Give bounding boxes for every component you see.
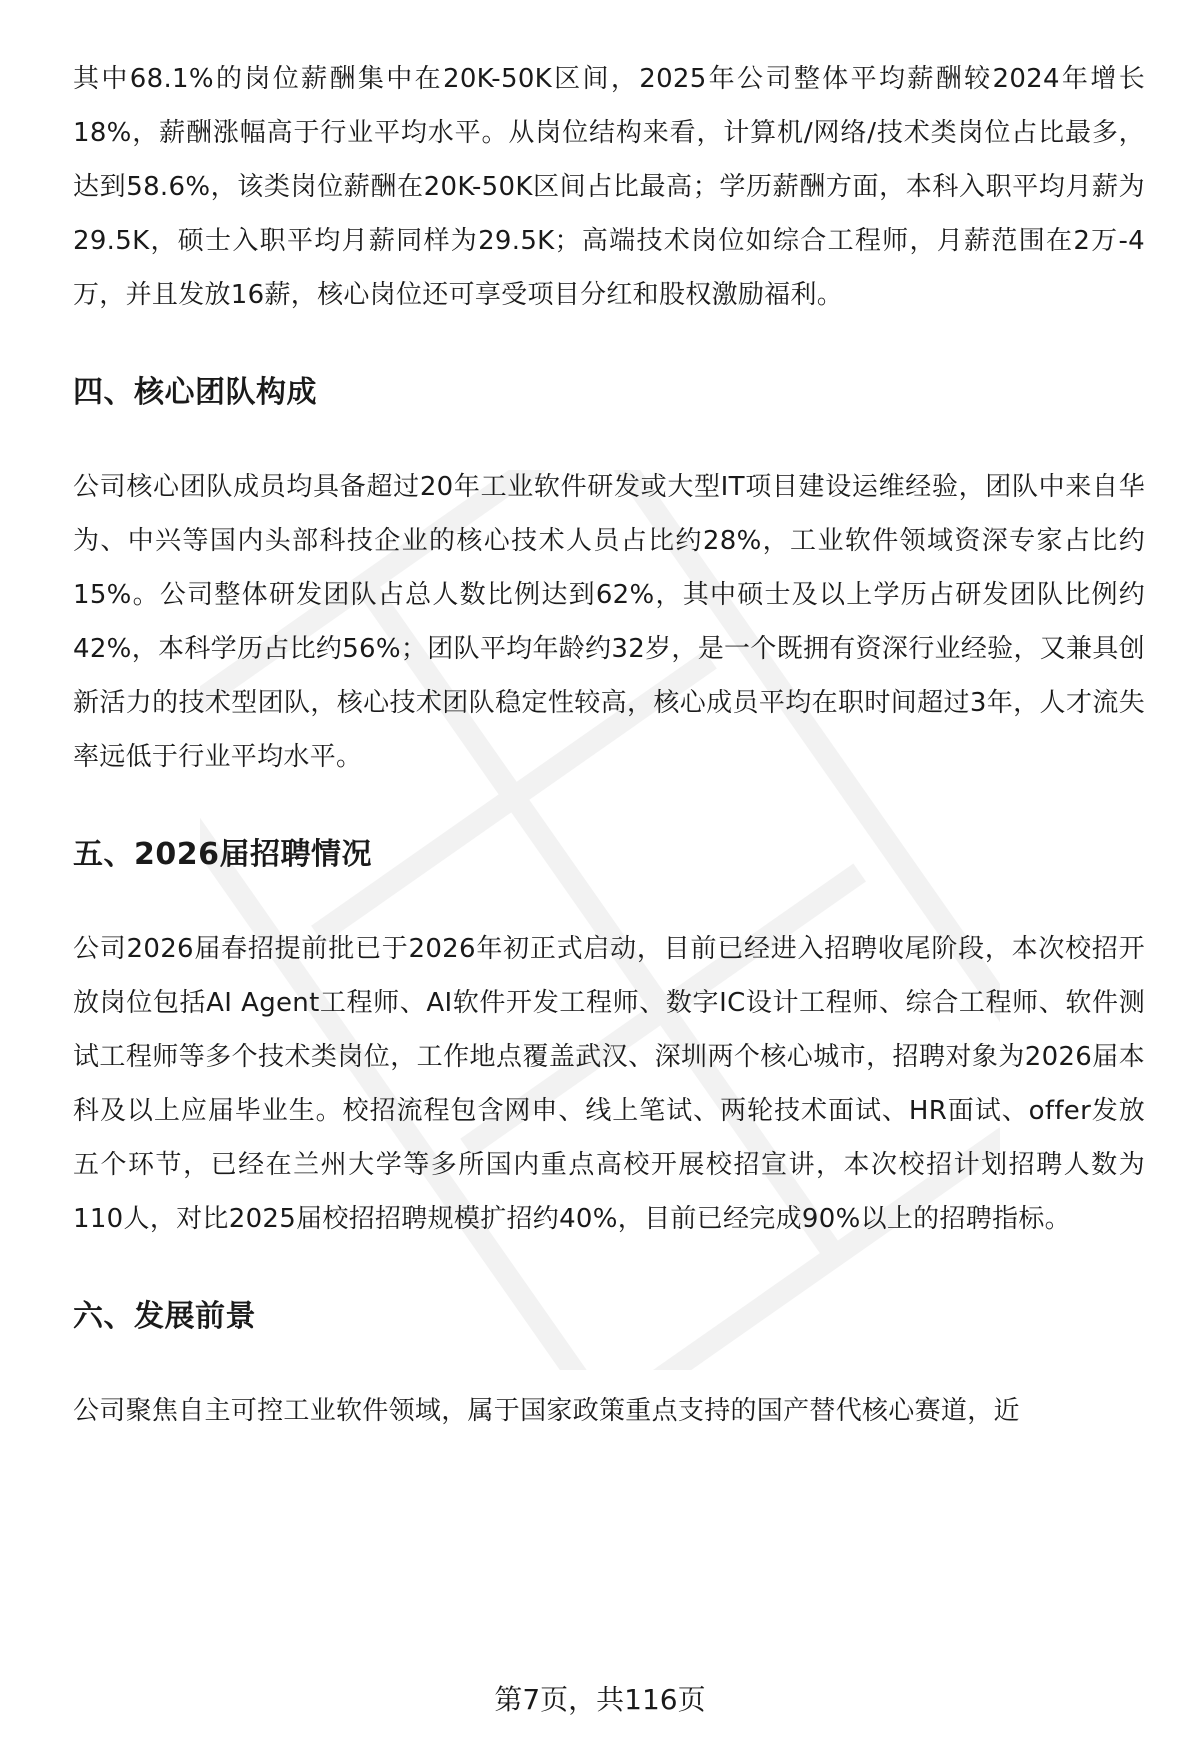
recruitment-paragraph: 公司2026届春招提前批已于2026年初正式启动，目前已经进入招聘收尾阶段，本次校招开放岗位包括AI Agent工程师、AI软件开发工程师、数字IC设计工程师、综合工程师、软件测试工程师等多个技术类岗位，工作地点覆盖武汉、深圳两个核心城市，招聘对象为2026届本科及以上应届毕业生。校招流程包含网申、线上笔试、两轮技术面试、HR面试、offer发放五个环节，已经在兰州大学等多所国内重点高校开展校招宣讲，本次校招计划招聘人数为110人，对比2025届校招招聘规模扩招约40%，目前已经完成90%以上的招聘指标。 [73, 934, 1145, 1234]
prospects-paragraph: 公司聚焦自主可控工业软件领域，属于国家政策重点支持的国产替代核心赛道，近 [73, 1396, 1020, 1426]
section-heading-recruitment: 五、2026届招聘情况 [73, 837, 372, 872]
section-heading-core-team: 四、核心团队构成 [73, 375, 317, 410]
section-heading-prospects: 六、发展前景 [73, 1299, 256, 1334]
document-body [73, 52, 1145, 1438]
salary-paragraph: 其中68.1%的岗位薪酬集中在20K-50K区间，2025年公司整体平均薪酬较2024年增长18%，薪酬涨幅高于行业平均水平。从岗位结构来看，计算机/网络/技术类岗位占比最多，达到58.6%，该类岗位薪酬在20K-50K区间占比最高；学历薪酬方面，本科入职平均月薪为29.5K，硕士入职平均月薪同样为29.5K；高端技术岗位如综合工程师，月薪范围在2万-4万，并且发放16薪，核心岗位还可享受项目分红和股权激励福利。 [73, 64, 1145, 310]
core-team-paragraph: 公司核心团队成员均具备超过20年工业软件研发或大型IT项目建设运维经验，团队中来自华为、中兴等国内头部科技企业的核心技术人员占比约28%，工业软件领域资深专家占比约15%。公司整体研发团队占总人数比例达到62%，其中硕士及以上学历占研发团队比例约42%，本科学历占比约56%；团队平均年龄约32岁，是一个既拥有资深行业经验，又兼具创新活力的技术型团队，核心技术团队稳定性较高，核心成员平均在职时间超过3年，人才流失率远低于行业平均水平。 [73, 472, 1145, 772]
page-number: 第7页，共116页 [494, 1683, 706, 1716]
